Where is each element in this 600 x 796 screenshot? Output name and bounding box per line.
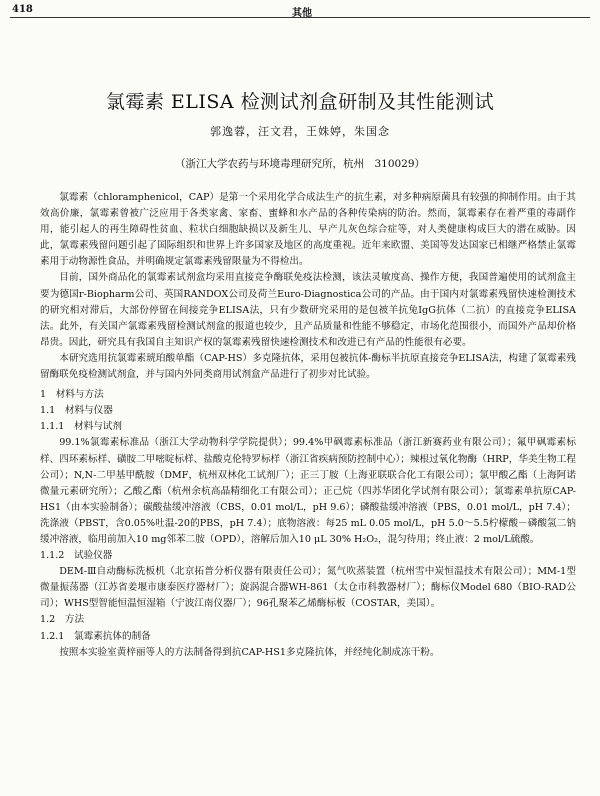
article-body [40, 190, 576, 661]
section-label: 其他 [292, 8, 312, 19]
intro-paragraph-1: 氯霉素（chloramphenicol，CAP）是第一个采用化学合成法生产的抗生素，对多种病原菌具有较强的抑制作用。由于其效高价廉，氯霉素曾被广泛应用于各类家禽、家畜、蜜蜂和水产品的各种传染病的防治。然而，氯霉素存在着严重的毒副作用，能引起人的再生障碍性贫血、粒状白细胞缺损以及新生儿、早产儿灰色综合症等，对人类健康构成巨大的潜在威胁。因此，氯霉素残留问题引起了国际组织和世界上许多国家及地区的高度重视。近年来欧盟、美国等发达国家已相继严格禁止氯霉素用于动物源性食品，并明确规定氯霉素残留限量为不得检出。 [40, 192, 576, 268]
page-header [0, 0, 600, 22]
subsection-heading-1-2: 1.2 方法 [40, 614, 85, 626]
subsection-heading-1-1: 1.1 材料与仪器 [40, 405, 113, 417]
intro-paragraph-2: 目前，国外商品化的氯霉素试剂盒均采用直接竞争酶联免疫法检测，该法灵敏度高、操作方便，我国普遍使用的试剂盒主要为德国r-Biopharm公司、英国RANDOX公司及荷兰Euro-Diagnostica公司的产品。由于国内对氯霉素残留快速检测技术的研究相对滞后，大部份停留在间接竞争ELISA法，只有少数研究采用的是包被羊抗兔IgG抗体（二抗）的直接竞争ELISA法。此外，有关国产氯霉素残留检测试剂盒的报道也较少，且产品质量和性能不够稳定，市场化范围很小，而国外产品却价格昂贵。因此，研究具有我国自主知识产权的氯霉素残留快速检测技术和改进已有产品的性能很有必要。 [40, 272, 576, 348]
authors: 郭逸蓉，汪文君，王姝婷，朱国念 [210, 125, 390, 138]
materials-paragraph: 99.1%氯霉素标准品（浙江大学动物科学学院提供）；99.4%甲砜霉素标准品（浙江新赛药业有限公司）；氟甲砜霉素标样、四环素标样、磺胺二甲嘧啶标样、盐酸克伦特罗标样（浙江省疾病预防控制中心）；辣根过氧化物酶（HRP，华美生物工程公司）；N,N-二甲基甲酰胺（DMF，杭州双林化工试剂厂）；正三丁胺（上海亚联联合化工有限公司）；氯甲酸乙酯（上海阿诺微量元素研究所）；乙酸乙酯（杭州余杭高晶精细化工有限公司）；正己烷（四苏华团化学试剂有限公司）；氯霉素单抗原CAP-HS1（由本实验制备）；碳酸盐缓冲溶液（CBS，0.01 mol/L，pH 9.6）；磷酸盐缓冲溶液（PBS，0.01 mol/L，pH 7.4）；洗涤液（PBST，含0.05%吐温-20的PBS，pH 7.4）；底物溶液：每25 mL 0.05 mol/L，pH 5.0～5.5柠檬酸－磷酸氢二钠缓冲溶液，临用前加入10 mg邻苯二胺（OPD），溶解后加入10 μL 30% H₂O₂，混匀待用；终止液：2 mol/L硫酸。 [40, 437, 576, 545]
instruments-paragraph: DEM-Ⅲ自动酶标洗板机（北京拓普分析仪器有限责任公司）；氮气吹蒸装置（杭州雪中炭恒温技术有限公司）；MM-1型微量振荡器（江苏省姜堰市康泰医疗器材厂）；旋涡混合器WH-861（太仓市科教器材厂）；酶标仪Model 680（BIO-RAD公司）；WHS型智能恒温恒湿箱（宁波江南仪器厂）；96孔聚苯乙烯酶标板（COSTAR，美国）。 [40, 566, 576, 610]
header-rule [10, 17, 590, 18]
article-title: 氯霉素 ELISA 检测试剂盒研制及其性能测试 [105, 90, 495, 113]
subsection-heading-1-1-1: 1.1.1 材料与试剂 [40, 421, 122, 433]
subsection-heading-1-2-1: 1.2.1 氯霉素抗体的制备 [40, 630, 151, 642]
subsection-heading-1-1-2: 1.1.2 试验仪器 [40, 550, 113, 562]
antibody-paragraph: 按照本实验室黄梓丽等人的方法制备得到抗CAP-HS1多克隆抗体，并经纯化制成冻干粉。 [59, 646, 440, 658]
intro-paragraph-3: 本研究选用抗氯霉素琥珀酸单酯（CAP-HS）多克隆抗体，采用包被抗体-酶标半抗原直接竞争ELISA法，构建了氯霉素残留酶联免疫检测试剂盒，并与国内外同类商用试剂盒产品进行了初步对比试验。 [40, 352, 576, 381]
page-number: 418 [12, 4, 33, 15]
affiliation: （浙江大学农药与环境毒理研究所，杭州 310029） [174, 158, 426, 170]
section-heading-1: 1 材料与方法 [40, 389, 104, 401]
